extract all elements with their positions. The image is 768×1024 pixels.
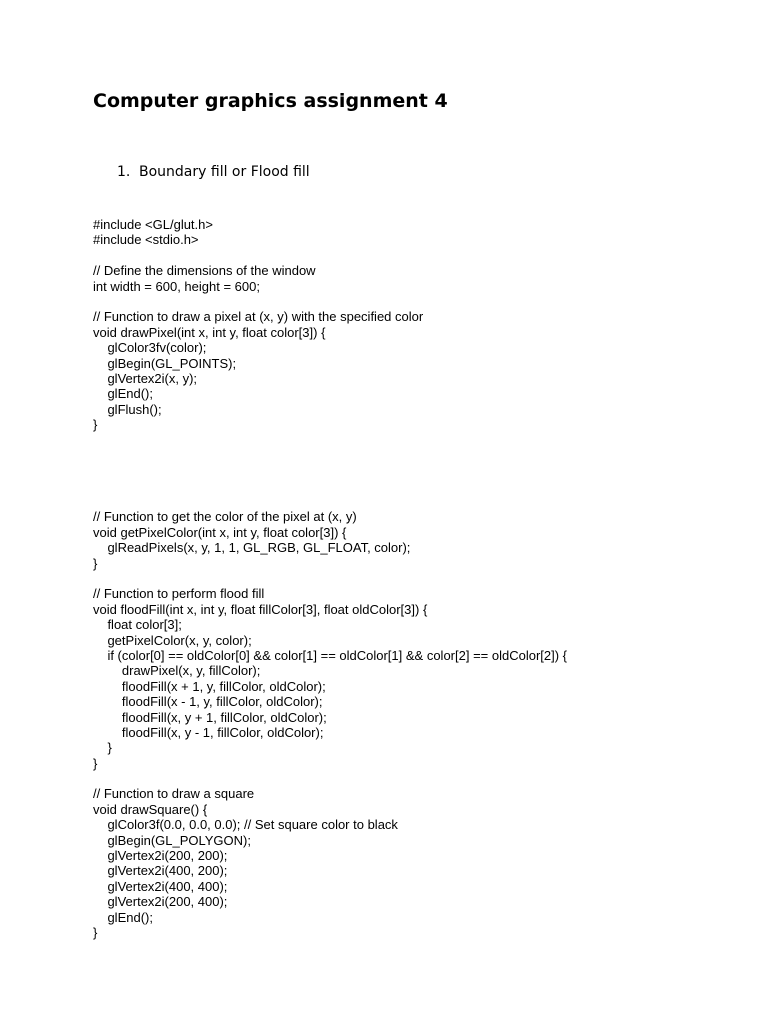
code-block: [93, 217, 567, 940]
code-line: }: [93, 740, 112, 756]
code-line: glEnd();: [93, 386, 153, 402]
code-line: glVertex2i(x, y);: [93, 370, 198, 386]
code-line: glBegin(GL_POINTS);: [93, 355, 237, 371]
code-line: void drawPixel(int x, int y, float color[3]) {: [93, 324, 326, 340]
code-line: floodFill(x - 1, y, fillColor, oldColor);: [93, 694, 323, 710]
code-line: floodFill(x + 1, y, fillColor, oldColor);: [93, 678, 326, 694]
code-line: }: [93, 555, 98, 571]
code-line: glReadPixels(x, y, 1, 1, GL_RGB, GL_FLOAT, color);: [93, 540, 411, 556]
code-line: [93, 479, 567, 494]
code-line: void drawSquare() {: [93, 801, 208, 817]
code-line: // Function to perform flood fill: [93, 586, 265, 602]
code-line: glColor3f(0.0, 0.0, 0.0); // Set square color to black: [93, 817, 398, 833]
code-line: // Function to get the color of the pixel at (x, y): [93, 509, 357, 525]
code-line: #include <GL/glut.h>: [93, 217, 213, 232]
list-item-text: Boundary fill or Flood fill: [139, 164, 310, 180]
code-line: // Define the dimensions of the window: [93, 263, 316, 279]
code-line: void getPixelColor(int x, int y, float color[3]) {: [93, 524, 347, 540]
code-line: floodFill(x, y - 1, fillColor, oldColor);: [93, 724, 324, 740]
code-line: glVertex2i(400, 400);: [93, 878, 228, 894]
code-line: glEnd();: [93, 909, 153, 925]
code-line: [93, 294, 567, 309]
code-line: [93, 494, 567, 509]
code-line: // Function to draw a square: [93, 786, 255, 802]
numbered-list: [117, 162, 310, 182]
code-line: [93, 448, 567, 463]
code-line: [93, 432, 567, 447]
code-line: drawPixel(x, y, fillColor);: [93, 663, 261, 679]
code-line: #include <stdio.h>: [93, 232, 199, 248]
list-item-number: 1.: [117, 164, 131, 180]
code-line: [93, 771, 567, 786]
list-item: [117, 162, 310, 182]
code-line: glBegin(GL_POLYGON);: [93, 832, 251, 848]
code-line: void floodFill(int x, int y, float fillColor[3], float oldColor[3]) {: [93, 601, 428, 617]
code-line: [93, 463, 567, 478]
code-line: [93, 248, 567, 263]
code-line: // Function to draw a pixel at (x, y) with the specified color: [93, 309, 424, 325]
document-title: Computer graphics assignment 4: [93, 90, 448, 112]
code-line: getPixelColor(x, y, color);: [93, 632, 252, 648]
code-line: [93, 571, 567, 586]
code-line: }: [93, 924, 98, 940]
code-line: glVertex2i(200, 200);: [93, 848, 228, 864]
code-line: glColor3fv(color);: [93, 340, 207, 356]
code-line: floodFill(x, y + 1, fillColor, oldColor);: [93, 709, 327, 725]
code-line: glVertex2i(200, 400);: [93, 894, 228, 910]
code-line: int width = 600, height = 600;: [93, 278, 260, 294]
code-line: }: [93, 417, 98, 433]
code-line: glFlush();: [93, 401, 162, 417]
code-line: }: [93, 755, 98, 771]
code-line: float color[3];: [93, 617, 182, 633]
code-line: if (color[0] == oldColor[0] && color[1] == oldColor[1] && color[2] == oldColor[2]) {: [93, 647, 568, 663]
code-line: glVertex2i(400, 200);: [93, 863, 228, 879]
